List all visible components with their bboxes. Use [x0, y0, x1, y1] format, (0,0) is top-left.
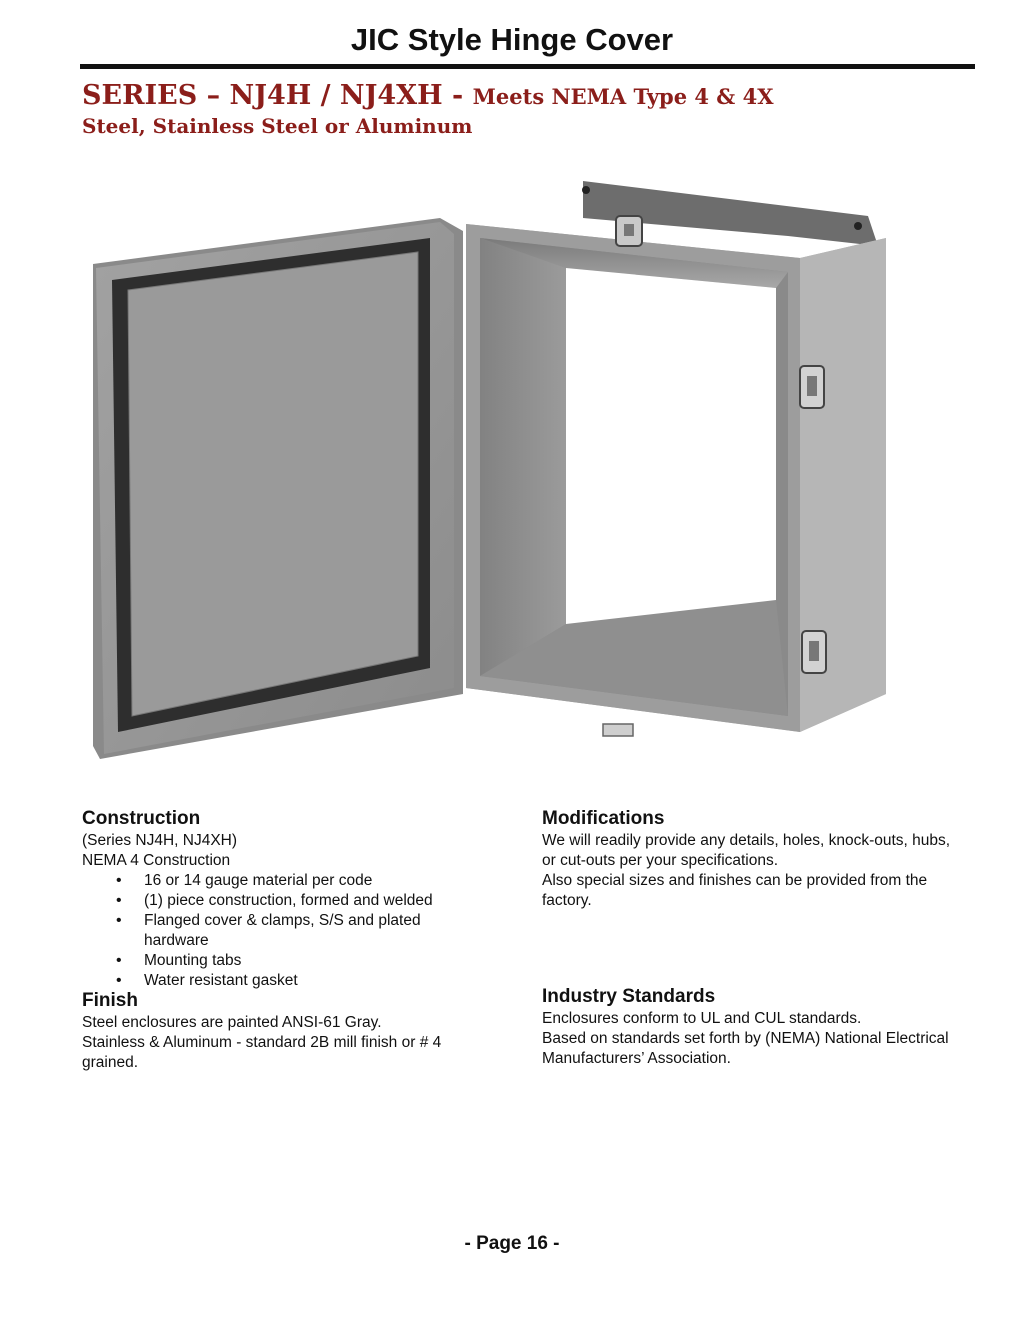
series-separator: - [442, 80, 473, 111]
finish-heading: Finish [82, 990, 138, 1011]
industry-standards-section [542, 986, 952, 1069]
finish-section [82, 990, 492, 1073]
clamp-right-lower [802, 631, 826, 673]
construction-nema: NEMA 4 Construction [82, 852, 231, 869]
materials-subtitle: Steel, Stainless Steel or Aluminum [82, 114, 473, 138]
series-heading [82, 80, 774, 111]
bullet-item: • Flanged cover & clamps, S/S and plated hardware [82, 911, 492, 951]
nema-rating: Meets NEMA Type 4 & 4X [472, 84, 774, 109]
construction-series: (Series NJ4H, NJ4XH) [82, 832, 238, 849]
series-name: SERIES – NJ4H / NJ4XH [82, 80, 443, 111]
finish-steel: Steel enclosures are painted ANSI-61 Gray. [82, 1014, 382, 1031]
standards-ul: Enclosures conform to UL and CUL standards. [542, 1010, 862, 1027]
standards-nema: Based on standards set forth by (NEMA) National Electrical Manufacturers’ Association. [542, 1030, 949, 1067]
box-interior [566, 268, 776, 624]
clamp-top [616, 216, 642, 246]
construction-heading: Construction [82, 808, 201, 829]
title-rule [80, 64, 975, 69]
finish-stainless: Stainless & Aluminum - standard 2B mill finish or # 4 grained. [82, 1034, 442, 1071]
enclosure-photo [88, 176, 894, 766]
modifications-details: We will readily provide any details, holes, knock-outs, hubs, or cut-outs per your specifications. [542, 832, 951, 869]
bullet-item: • 16 or 14 gauge material per code [82, 871, 492, 891]
modifications-section [542, 808, 952, 911]
clamp-right-upper [800, 366, 824, 408]
modifications-heading: Modifications [542, 808, 665, 829]
page-title: JIC Style Hinge Cover [350, 22, 674, 57]
construction-bullets [82, 871, 492, 991]
bullet-item: • Mounting tabs [82, 951, 492, 971]
bullet-item: • (1) piece construction, formed and welded [82, 891, 492, 911]
construction-section [82, 808, 492, 991]
bullet-item: • Water resistant gasket [82, 971, 492, 991]
page-number: - Page 16 - [464, 1233, 560, 1254]
industry-standards-heading: Industry Standards [542, 986, 716, 1007]
modifications-special: Also special sizes and finishes can be provided from the factory. [542, 872, 928, 909]
